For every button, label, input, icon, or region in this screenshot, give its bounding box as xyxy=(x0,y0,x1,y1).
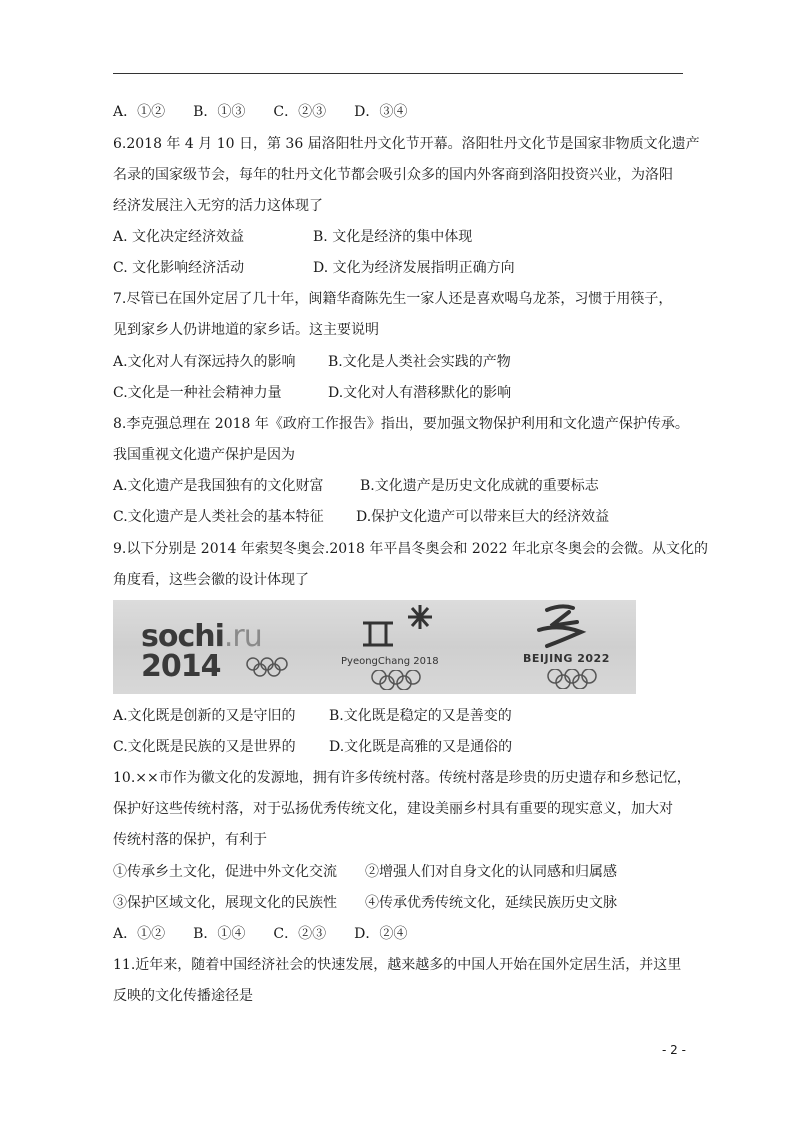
q10-item-2: ②增强人们对自身文化的认同感和归属感 xyxy=(365,864,617,880)
q10-item-1: ①传承乡土文化，促进中外文化交流 xyxy=(113,864,337,880)
q8-option-a: A.文化遗产是我国独有的文化财富 xyxy=(113,478,324,494)
q7-option-b: B.文化是人类社会实践的产物 xyxy=(328,354,511,370)
q7-option-a: A.文化对人有深远持久的影响 xyxy=(113,354,296,370)
pyeongchang-olympic-rings-icon xyxy=(370,670,422,690)
q6-stem-line-1: 6.2018 年 4 月 10 日，第 36 届洛阳牡丹文化节开幕。洛阳牡丹文化节是国家非物质文化遗产 xyxy=(113,136,700,152)
q8-stem-line-2: 我国重视文化遗产保护是因为 xyxy=(113,447,295,463)
q11-stem-line-1: 11.近年来，随着中国经济社会的快速发展，越来越多的中国人开始在国外定居生活，并这里 xyxy=(113,957,682,973)
q9-option-d: D.文化既是高雅的又是通俗的 xyxy=(329,739,513,755)
pyeongchang-emblem-text: PyeongChang 2018 xyxy=(341,656,439,667)
q8-option-d: D.保护文化遗产可以带来巨大的经济效益 xyxy=(356,509,610,525)
q7-stem-line-1: 7.尽管已在国外定居了几十年，闽籍华裔陈先生一家人还是喜欢喝乌龙茶，习惯于用筷子， xyxy=(113,291,673,307)
q6-stem-line-2: 名录的国家级节会，每年的牡丹文化节都会吸引众多的国内外客商到洛阳投资兴业，为洛阳 xyxy=(113,167,673,183)
q8-option-c: C.文化遗产是人类社会的基本特征 xyxy=(113,509,324,525)
pyeongchang-emblem-icon xyxy=(358,603,438,651)
q9-stem-line-2: 角度看，这些会徽的设计体现了 xyxy=(113,572,309,588)
q11-stem-line-2: 反映的文化传播途径是 xyxy=(113,988,253,1004)
sochi-olympic-rings-icon xyxy=(245,657,289,677)
q6-option-b: B. 文化是经济的集中体现 xyxy=(313,229,473,245)
olympic-emblems-image xyxy=(113,600,636,694)
q7-stem-line-2: 见到家乡人仍讲地道的家乡话。这主要说明 xyxy=(113,322,379,338)
q5-options: A．①② B．①③ C．②③ D．③④ xyxy=(113,104,408,120)
q10-stem-line-1: 10.××市作为徽文化的发源地，拥有许多传统村落。传统村落是珍贵的历史遗存和乡愁记忆， xyxy=(113,770,691,786)
q6-stem-line-3: 经济发展注入无穷的活力这体现了 xyxy=(113,198,323,214)
q6-option-d: D. 文化为经济发展指明正确方向 xyxy=(313,260,515,276)
sochi-emblem-text: sochi xyxy=(141,619,224,654)
page-number: - 2 - xyxy=(662,1043,686,1057)
beijing-emblem-icon xyxy=(533,602,593,650)
sochi-emblem xyxy=(141,619,262,684)
q10-stem-line-3: 传统村落的保护，有利于 xyxy=(113,832,267,848)
sochi-emblem-ru: .ru xyxy=(223,619,262,654)
q6-option-c: C. 文化影响经济活动 xyxy=(113,260,245,276)
q7-option-d: D.文化对人有潜移默化的影响 xyxy=(328,385,512,401)
q10-stem-line-2: 保护好这些传统村落，对于弘扬优秀传统文化，建设美丽乡村具有重要的现实意义，加大对 xyxy=(113,801,673,817)
q6-option-a: A. 文化决定经济效益 xyxy=(113,229,245,245)
q8-stem-line-1: 8.李克强总理在 2018 年《政府工作报告》指出，要加强文物保护利用和文化遗产保护传承。 xyxy=(113,416,689,432)
q10-item-4: ④传承优秀传统文化，延续民族历史文脉 xyxy=(365,895,617,911)
q9-option-a: A.文化既是创新的又是守旧的 xyxy=(113,708,296,724)
q10-item-3: ③保护区域文化，展现文化的民族性 xyxy=(113,895,337,911)
q9-stem-line-1: 9.以下分别是 2014 年索契冬奥会.2018 年平昌冬奥会和 2022 年北京冬奥会的会微。从文化的 xyxy=(113,541,708,557)
q7-option-c: C.文化是一种社会精神力量 xyxy=(113,385,282,401)
header-rule xyxy=(113,73,683,74)
beijing-emblem-text: BEIJING 2022 xyxy=(523,652,610,665)
beijing-olympic-rings-icon xyxy=(547,669,597,689)
sochi-emblem-year: 2014 xyxy=(141,649,221,684)
q9-option-b: B.文化既是稳定的又是善变的 xyxy=(329,708,512,724)
q9-option-c: C.文化既是民族的又是世界的 xyxy=(113,739,296,755)
q10-options: A．①② B．①④ C．②③ D．②④ xyxy=(113,926,408,942)
q8-option-b: B.文化遗产是历史文化成就的重要标志 xyxy=(360,478,599,494)
